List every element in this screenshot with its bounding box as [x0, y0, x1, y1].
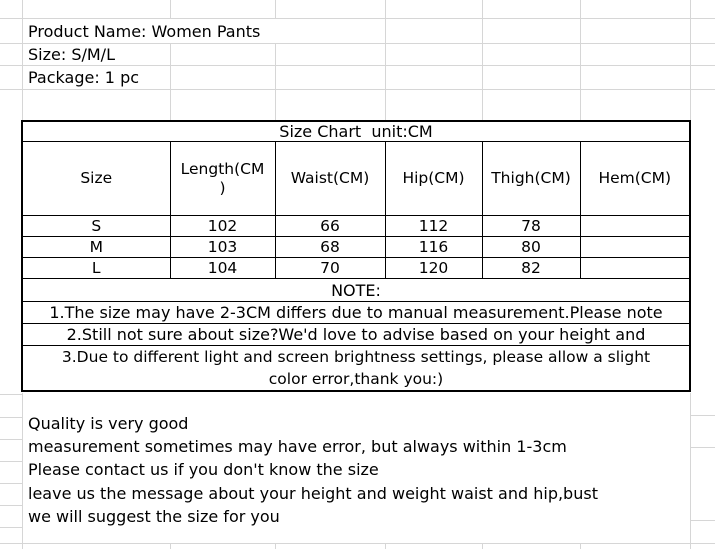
- gridline-vertical: [482, 543, 483, 549]
- product-info-block: [28, 20, 260, 89]
- cell-length: 102: [170, 216, 275, 237]
- cell-hip: 120: [385, 258, 482, 279]
- column-header-size: Size: [22, 142, 170, 216]
- gridline-horizontal: [0, 89, 715, 90]
- size-chart-title-row: [22, 121, 690, 142]
- gridline-horizontal: [0, 417, 22, 418]
- size-chart-header-row: [22, 142, 690, 216]
- table-row-size-m: [22, 237, 690, 258]
- gridline-horizontal: [690, 520, 715, 521]
- cell-hem: [580, 258, 690, 279]
- gridline-vertical: [22, 393, 23, 549]
- column-header-thigh: Thigh(CM): [482, 142, 580, 216]
- gridline-horizontal: [0, 461, 22, 462]
- cell-waist: 70: [275, 258, 385, 279]
- gridline-horizontal: [690, 447, 715, 448]
- note-line-2: 2.Still not sure about size?We'd love to advise based on your height and: [22, 324, 690, 346]
- size-chart-table: [21, 120, 691, 392]
- gridline-vertical: [170, 543, 171, 549]
- cell-hip: 112: [385, 216, 482, 237]
- note-row-1: [22, 302, 690, 324]
- footer-note-line: Please contact us if you don't know the size: [28, 460, 379, 480]
- note-title: NOTE:: [22, 279, 690, 302]
- footer-note-line: measurement sometimes may have error, but always within 1-3cm: [28, 437, 567, 457]
- gridline-horizontal: [0, 18, 715, 19]
- cell-size: M: [22, 237, 170, 258]
- table-row-size-l: [22, 258, 690, 279]
- cell-thigh: 80: [482, 237, 580, 258]
- gridline-horizontal: [0, 543, 715, 544]
- product-name-text: Product Name: Women Pants: [28, 22, 261, 41]
- note-row-2: [22, 324, 690, 346]
- gridline-vertical: [690, 393, 691, 549]
- size-chart-title: Size Chart unit:CM: [22, 121, 690, 142]
- product-size-text: Size: S/M/L: [28, 45, 115, 64]
- footer-note-line: leave us the message about your height and weight waist and hip,bust: [28, 483, 598, 503]
- cell-size: S: [22, 216, 170, 237]
- cell-hem: [580, 216, 690, 237]
- gridline-vertical: [690, 0, 691, 121]
- cell-length: 103: [170, 237, 275, 258]
- gridline-horizontal: [0, 505, 22, 506]
- gridline-vertical: [385, 543, 386, 549]
- note-title-row: [22, 279, 690, 302]
- column-header-hip: Hip(CM): [385, 142, 482, 216]
- gridline-vertical: [275, 543, 276, 549]
- gridline-horizontal: [0, 439, 22, 440]
- gridline-vertical: [580, 543, 581, 549]
- gridline-vertical: [275, 43, 276, 121]
- product-package-text: Package: 1 pc: [28, 68, 140, 87]
- gridline-horizontal: [0, 483, 22, 484]
- note-line-3-text: 3.Due to different light and screen brightness settings, please allow a slight color error,thank you:): [61, 348, 651, 388]
- cell-size: L: [22, 258, 170, 279]
- cell-thigh: 82: [482, 258, 580, 279]
- gridline-vertical: [580, 0, 581, 121]
- note-row-3: [22, 346, 690, 392]
- gridline-horizontal: [0, 527, 22, 528]
- gridline-vertical: [482, 0, 483, 121]
- gridline-vertical: [275, 0, 276, 18]
- column-header-length: [170, 142, 275, 216]
- gridline-vertical: [385, 0, 386, 121]
- cell-length: 104: [170, 258, 275, 279]
- cell-waist: 68: [275, 237, 385, 258]
- gridline-vertical: [170, 0, 171, 18]
- footer-note-line: we will suggest the size for you: [28, 506, 280, 526]
- column-header-waist: Waist(CM): [275, 142, 385, 216]
- gridline-horizontal: [0, 394, 22, 395]
- column-header-hem: Hem(CM): [580, 142, 690, 216]
- cell-waist: 66: [275, 216, 385, 237]
- cell-hip: 116: [385, 237, 482, 258]
- cell-thigh: 78: [482, 216, 580, 237]
- table-row-size-s: [22, 216, 690, 237]
- cell-hem: [580, 237, 690, 258]
- footer-notes-block: [28, 412, 598, 528]
- footer-note-line: Quality is very good: [28, 414, 189, 433]
- note-line-1: 1.The size may have 2-3CM differs due to manual measurement.Please note: [22, 302, 690, 324]
- note-line-3: [22, 346, 690, 392]
- column-header-length-text: Length(CM ): [180, 159, 265, 197]
- gridline-horizontal: [690, 415, 715, 416]
- gridline-vertical: [22, 0, 23, 121]
